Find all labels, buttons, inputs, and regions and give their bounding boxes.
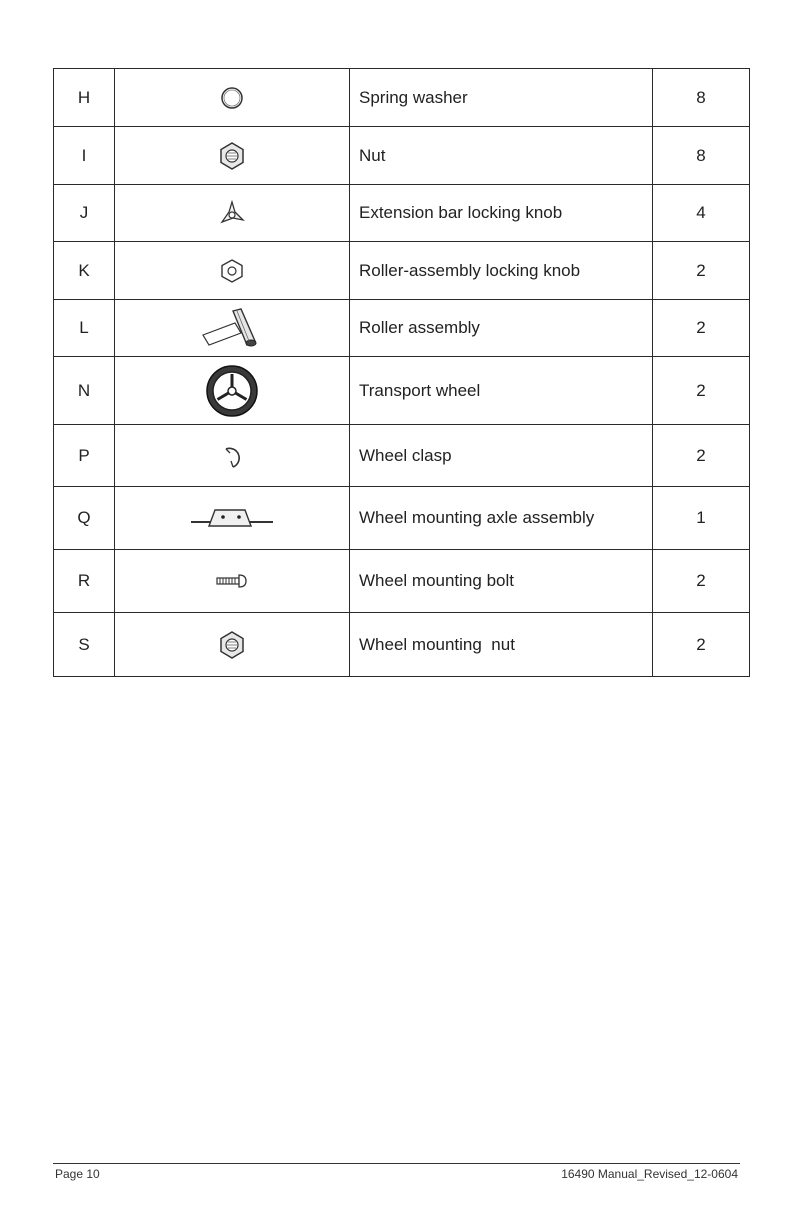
part-description: Roller assembly bbox=[350, 300, 653, 357]
part-quantity: 8 bbox=[653, 127, 750, 185]
part-letter: J bbox=[54, 185, 115, 242]
part-description: Wheel clasp bbox=[350, 425, 653, 487]
hex-knob-icon bbox=[217, 256, 247, 286]
table-row bbox=[54, 550, 750, 613]
transport-wheel-icon bbox=[204, 363, 260, 419]
table-row bbox=[54, 300, 750, 357]
part-quantity: 2 bbox=[653, 357, 750, 425]
table-row bbox=[54, 69, 750, 127]
part-quantity: 2 bbox=[653, 242, 750, 300]
bolt-icon bbox=[215, 571, 249, 591]
part-quantity: 1 bbox=[653, 487, 750, 550]
spring-washer-icon bbox=[217, 83, 247, 113]
part-letter: L bbox=[54, 300, 115, 357]
page-number: Page 10 bbox=[55, 1167, 100, 1181]
part-quantity: 8 bbox=[653, 69, 750, 127]
part-letter: P bbox=[54, 425, 115, 487]
footer-divider bbox=[53, 1163, 740, 1164]
part-description: Wheel mounting axle assembly bbox=[350, 487, 653, 550]
table-row bbox=[54, 613, 750, 677]
part-quantity: 2 bbox=[653, 300, 750, 357]
wheel-clasp-icon bbox=[217, 441, 247, 471]
document-id: 16490 Manual_Revised_12-0604 bbox=[561, 1167, 738, 1181]
axle-assembly-icon bbox=[187, 502, 277, 534]
part-quantity: 2 bbox=[653, 550, 750, 613]
table-row bbox=[54, 127, 750, 185]
part-description: Roller-assembly locking knob bbox=[350, 242, 653, 300]
part-description: Spring washer bbox=[350, 69, 653, 127]
part-description: Transport wheel bbox=[350, 357, 653, 425]
part-quantity: 4 bbox=[653, 185, 750, 242]
part-description: Wheel mounting nut bbox=[350, 613, 653, 677]
part-letter: R bbox=[54, 550, 115, 613]
table-row bbox=[54, 425, 750, 487]
roller-assembly-icon bbox=[197, 305, 267, 351]
part-letter: K bbox=[54, 242, 115, 300]
locking-knob-icon bbox=[217, 198, 247, 228]
table-row bbox=[54, 185, 750, 242]
nut-icon bbox=[216, 140, 248, 172]
part-quantity: 2 bbox=[653, 613, 750, 677]
part-letter: S bbox=[54, 613, 115, 677]
part-description: Wheel mounting bolt bbox=[350, 550, 653, 613]
part-letter: Q bbox=[54, 487, 115, 550]
nut-icon bbox=[216, 629, 248, 661]
table-row bbox=[54, 357, 750, 425]
table-row bbox=[54, 487, 750, 550]
part-letter: N bbox=[54, 357, 115, 425]
parts-list-table bbox=[53, 68, 750, 677]
part-letter: H bbox=[54, 69, 115, 127]
part-letter: I bbox=[54, 127, 115, 185]
part-description: Extension bar locking knob bbox=[350, 185, 653, 242]
table-row bbox=[54, 242, 750, 300]
part-quantity: 2 bbox=[653, 425, 750, 487]
part-description: Nut bbox=[350, 127, 653, 185]
